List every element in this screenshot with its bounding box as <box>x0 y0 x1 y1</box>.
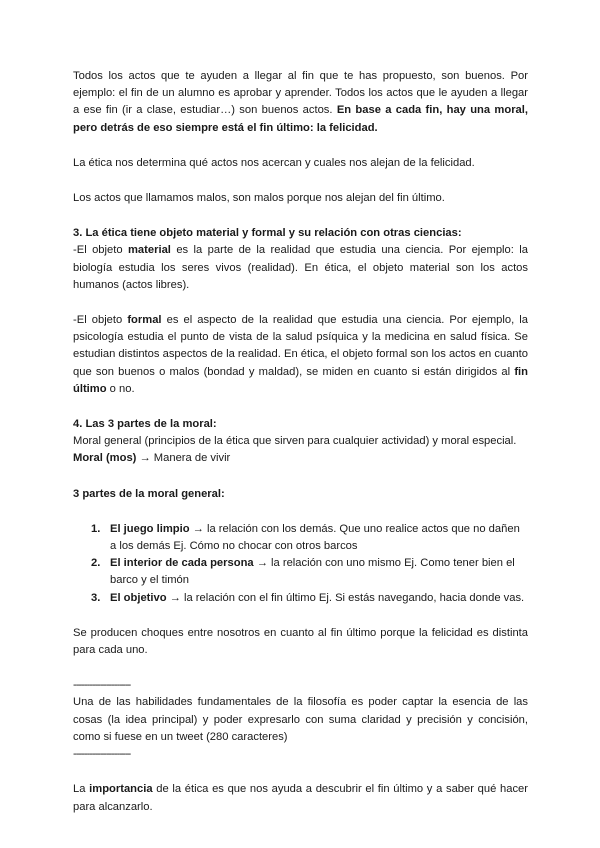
separator-top: --------------------- <box>73 679 131 692</box>
list-item-text: → la relación con el fin último Ej. Si estás navegando, hacia donde vas. <box>166 591 525 604</box>
closing-paragraph <box>73 781 528 815</box>
formal-post: o no. <box>106 382 135 395</box>
list-item <box>91 590 528 607</box>
conflict-paragraph: Se producen choques entre nosotros en cuanto al fin último porque la felicidad es distinta para cada uno. <box>73 626 528 657</box>
parts-heading <box>73 486 528 503</box>
intro-paragraph <box>73 68 528 137</box>
formal-pre: -El objeto <box>73 314 128 327</box>
bad-acts-paragraph: Los actos que llamamos malos, son malos porque nos alejan del fin último. <box>73 192 445 205</box>
list-item-number: 3. <box>91 591 101 604</box>
list-item-bold: El interior de cada persona <box>110 557 254 570</box>
formal-object-paragraph <box>73 312 528 398</box>
closing-post: de la ética es que nos ayuda a descubrir el fin último y a saber qué hacer para alcanzarlo. <box>73 783 528 813</box>
ethics-determines-paragraph: La ética nos determina qué actos nos acercan y cuales nos alejan de la felicidad. <box>73 156 475 169</box>
separator-bottom: --------------------- <box>73 748 131 761</box>
formal-bold-fin-ultimo: fin último <box>73 365 528 395</box>
moral-parts-list <box>73 521 528 607</box>
section-4-heading <box>73 416 528 433</box>
tweet-paragraph: Una de las habilidades fundamentales de la filosofía es poder captar la esencia de las cosas (la idea principal) y poder expresarlo con suma claridad y precisión y concisión, como si fuese en un tweet (280 caracteres) <box>73 696 528 743</box>
closing-pre: La <box>73 783 90 796</box>
material-bold: material <box>127 244 171 257</box>
list-item-bold: El juego limpio <box>110 522 190 535</box>
list-item <box>91 521 528 555</box>
material-object-paragraph <box>73 242 528 294</box>
material-pre: -El objeto <box>73 244 128 257</box>
list-item <box>91 555 528 589</box>
document-page <box>73 68 528 816</box>
list-item-number: 1. <box>91 522 101 535</box>
list-item-text: → la relación con uno mismo Ej. Como tener bien el barco y el timón <box>110 557 515 587</box>
list-item-number: 2. <box>91 557 101 570</box>
formal-mid: es el aspecto de la realidad que estudia una ciencia. Por ejemplo, la psicología estudia el punto de vista de la salud psíquica y la medicina en salud física. Se estudian distintos aspectos de la realidad. En ética, el objeto formal son los actos en cuanto que son buenos o malos (bondad y maldad), se miden en cuanto si están dirigidos al <box>73 314 528 378</box>
moral-mos-line <box>73 450 528 467</box>
intro-text: Todos los actos que te ayuden a llegar al fin que te has propuesto, son buenos. Por ejemplo: el fin de un alumno es aprobar y aprender. Todos los actos que le ayuden a llegar a ese fin (ir a clase, estudiar…) son buenos actos. <box>73 70 528 117</box>
section-4-heading-text: 4. Las 3 partes de la moral: <box>73 418 217 431</box>
list-item-bold: El objetivo <box>110 591 167 604</box>
moral-mos-bold: Moral (mos) <box>73 452 137 465</box>
moral-general-line: Moral general (principios de la ética que sirven para cualquier actividad) y moral especial. <box>73 435 517 448</box>
section-3-heading-text: 3. La ética tiene objeto material y formal y su relación con otras ciencias: <box>73 227 462 240</box>
material-post: es la parte de la realidad que estudia una ciencia. Por ejemplo: la biología estudia los seres vivos (realidad). En ética, el objeto material son los actos humanos (actos libres). <box>73 244 528 291</box>
intro-bold-text: En base a cada fin, hay una moral, pero detrás de eso siempre está el fin último: la felicidad. <box>73 104 528 134</box>
parts-heading-text: 3 partes de la moral general: <box>73 487 225 500</box>
section-3-heading <box>73 225 528 242</box>
formal-bold: formal <box>127 314 162 327</box>
closing-bold: importancia <box>89 783 153 796</box>
moral-mos-rest: → Manera de vivir <box>136 452 231 465</box>
list-item-text: → la relación con los demás. Que uno realice actos que no dañen a los demás Ej. Cómo no chocar con otros barcos <box>110 522 520 553</box>
